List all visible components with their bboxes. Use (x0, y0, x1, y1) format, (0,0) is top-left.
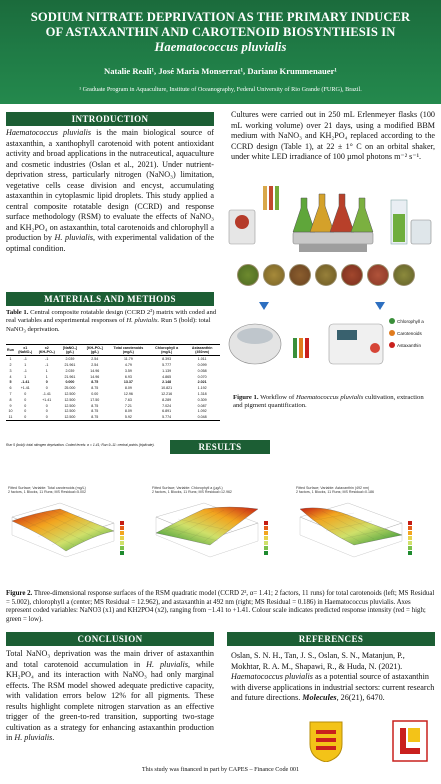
petri-dish-row (237, 264, 427, 300)
figure2-caption-label: Figure 2. (6, 590, 33, 597)
surface-title: Fitted Surface; Variable: Chlorophyll a (µg/L) (152, 486, 223, 490)
table-cell: 6.93 (124, 374, 132, 379)
institute-logo (392, 720, 428, 762)
petri-dish (315, 264, 337, 286)
surface-graphic (292, 495, 434, 581)
table-cell: 17.50 (90, 397, 100, 402)
table1-caption-end: Run 5 (bold): total NaNO₃ deprivation. (6, 317, 211, 333)
table-cell: 12.500 (64, 403, 76, 408)
table-cell: 21.961 (64, 363, 76, 368)
legend-label: Carotenoids (397, 330, 422, 336)
erlenmeyer-flasks (293, 194, 373, 232)
table-cell: 1.192 (197, 386, 207, 391)
table-cell: 13.37 (123, 380, 133, 385)
table-cell: 1 (45, 374, 48, 379)
section-conclusion: CONCLUSION (6, 632, 214, 646)
intro-p1: is the main biological source of astaxanthin, a xanthophyll carotenoid with potent antioxidant activity and broad applications in the nutraceutical, aquaculture and cosmetic industries (Oslan et al., 2021). Under nutrient-deprivation stress, particularly nitrogen (NaNO₃) limitation, vegetative cells cease division and encyst, accumulating astaxanthin in cytoplasmic lipid droplets. This study applied a central composite rotatable design (CCRD) and response surface methodology (RSM) to evaluate the effects of NaNO₃ and KH₂PO₄ on astaxanthin, total carotenoids and chlorophyll a production by (6, 128, 214, 243)
table-cell: 2.54 (91, 357, 99, 362)
table-header-cell: [KH₂PO₄] (g/L) (82, 345, 108, 356)
section-references: REFERENCES (227, 632, 435, 646)
table-cell: 0.048 (184, 414, 220, 420)
table-cell: 1 (45, 368, 48, 373)
table-cell: 12.500 (64, 397, 76, 402)
table-cell: 4.865 (162, 374, 172, 379)
table-cell: -1 (23, 368, 27, 373)
legend-label: Astaxanthin (397, 342, 422, 348)
table-cell: 8.75 (82, 414, 108, 420)
legend-swatch (389, 330, 395, 336)
table-cell: 6 (9, 386, 12, 391)
table-cell: 12.96 (123, 391, 133, 396)
table-cell: 7.21 (124, 403, 132, 408)
ccrd-table (6, 344, 220, 421)
intro-text (6, 128, 214, 255)
petri-dish (237, 264, 259, 286)
figure1-caption-text: Workflow of (258, 394, 296, 401)
reference-volume: , 26(21), 6470. (336, 693, 385, 703)
petri-dish (341, 264, 363, 286)
tube-carotenoids (299, 338, 303, 358)
reference-species: Haematococcus pluvialis (231, 672, 313, 682)
table-cell: 8.289 (162, 397, 172, 402)
workflow-arrow (375, 302, 385, 310)
table-cell: 0.058 (197, 368, 207, 373)
table-cell: 8.75 (91, 403, 99, 408)
intro-species-2: H. pluvialis (54, 233, 93, 243)
test-tube (269, 186, 273, 210)
table-cell: 0.00 (91, 391, 99, 396)
table-cell: 6.891 (162, 409, 172, 414)
reference-authors: Oslan, S. N. H., Tan, J. S., Oslan, S. N., Matanjun, P., Mokhtar, R. A. M., Shapawi, R., & Huda, N. (2021). (231, 651, 405, 671)
intro-species: Haematococcus pluvialis (6, 128, 92, 137)
table-cell: 2.148 (162, 380, 172, 385)
title-line-2: OF ASTAXANTHIN AND CAROTENOID BIOSYNTHESIS IN (45, 25, 396, 39)
conclusion-p2: , while KH₂PO₄ and its interaction with NaNO₃ had only marginal effects. The RSM model showed adequate predictive capacity, with validation errors below 12% for all pigments. These results highlight complete nitrogen starvation as an effective trigger of the green-to-red transition, supporting two-stage cultivation as a strategy for enhancing astaxanthin production in (6, 659, 214, 743)
table-cell: 2 (9, 363, 12, 368)
surface-plot-total-carotenoids (4, 486, 146, 582)
workflow-arrow (259, 302, 269, 310)
table-cell: 5.92 (108, 414, 149, 420)
table-cell: 12.500 (64, 409, 76, 414)
table-cell: 0.099 (197, 363, 207, 368)
table-cell: 10 (8, 409, 13, 414)
reference-title: as a potential source of astaxanthin with diverse applications in industrial sectors: current research and future directions. (231, 672, 435, 703)
table-cell: 2.54 (91, 363, 99, 368)
poster-title (6, 10, 435, 55)
table-cell: 12.216 (161, 391, 173, 396)
conclusion-text (6, 649, 214, 744)
legend-swatch (389, 318, 395, 324)
table-cell: 9 (9, 403, 12, 408)
authors: Natalie Reali¹, José Maria Monserrat¹, Dariano Krummenauer¹ (103, 66, 338, 76)
pigment-legend (389, 318, 424, 348)
orbital-shaker (293, 232, 373, 244)
table-cell: 8.09 (124, 386, 132, 391)
reactor-culture (393, 214, 405, 242)
table-cell: 8.75 (91, 409, 99, 414)
sample-cuvette (370, 343, 380, 353)
figure1-caption-end: cultivation, extraction and pigment quantification. (233, 394, 424, 410)
table-cell: 0 (24, 409, 27, 414)
color-scale-legend (408, 521, 412, 555)
table-cell: 25.000 (64, 386, 76, 391)
table-cell: 12.500 (58, 414, 82, 420)
reference-entry (231, 651, 435, 704)
surface-graphic (4, 495, 146, 581)
flask-left-sample (235, 215, 249, 229)
table-cell: 0 (45, 386, 48, 391)
surface-subtitle: 2 factors, 1 Blocks, 11 Runs; MS Residual=5.002 (8, 490, 86, 495)
funding-note: This study was financed in part by CAPES – Finance Code 001 (141, 766, 300, 773)
petri-dish (289, 264, 311, 286)
table-cell: 7.024 (162, 403, 172, 408)
table-cell: 0 (45, 403, 48, 408)
table-cell: 1.092 (197, 409, 207, 414)
table-cell: -1 (45, 357, 49, 362)
table-cell: 12.500 (64, 391, 76, 396)
legend-label: Chlorophyll a (397, 318, 424, 324)
table-cell: 1 (24, 363, 27, 368)
table-cell: 5.777 (162, 363, 172, 368)
table-cell: 3.59 (124, 368, 132, 373)
methods-text: Cultures were carried out in 250 mL Erlenmeyer flasks (100 mL working volume) over 21 days, using a modified BBM medium with NaNO₃ and KH₂PO₄ replaced according to the CCRD design (Table 1), at 22 ± 1° C on an orbital shaker, under white LED irradiance of 100 µmol photons m⁻² s⁻¹. (231, 110, 435, 162)
table-cell: 8.09 (124, 409, 132, 414)
table-cell: 0 (24, 403, 27, 408)
table-header-cell: Total carotenoids (mg/L) (108, 345, 149, 356)
table1-caption-label: Table 1. (6, 309, 29, 316)
table1-note: Run 5 (bold): total nitrogen deprivation. Coded levels: α = 1.41; Run 9–11: central points (triplicate). (6, 443, 155, 447)
table-cell: -1 (45, 363, 49, 368)
flasks-and-instruments-illustration (225, 180, 437, 258)
table-header-cell: x2 (KH₂PO₄) (35, 345, 58, 356)
table-cell: 14.96 (90, 368, 100, 373)
shaker-base (299, 244, 367, 252)
color-scale-legend (120, 521, 124, 555)
test-tube (263, 186, 267, 210)
table-cell: 5.774 (149, 414, 184, 420)
table1-caption (6, 309, 220, 334)
table-cell: 1.139 (162, 368, 172, 373)
table-cell: 0.309 (197, 397, 207, 402)
table-cell: 8 (9, 397, 12, 402)
section-materials-methods: MATERIALS AND METHODS (6, 292, 214, 306)
surface-subtitle: 2 factors, 1 Blocks, 11 Runs; MS Residual=0.186 (296, 490, 374, 495)
conclusion-p1: Total NaNO₃ deprivation was the main driver of astaxanthin and total carotenoid accumulation in (6, 649, 214, 669)
legend-item (389, 318, 424, 324)
university-logo (308, 720, 344, 762)
workflow-figure (225, 180, 437, 424)
table-cell: 11 (6, 414, 15, 420)
surface-title: Fitted Surface; Variable: Total carotenoids (mg/L) (8, 486, 86, 490)
title-line-1: SODIUM NITRATE DEPRIVATION AS THE PRIMARY INDUCER (30, 10, 411, 24)
table-cell: 0.087 (197, 403, 207, 408)
figure1-caption (233, 394, 435, 411)
table-header-cell: x1 (NaNO₃) (15, 345, 35, 356)
poster-header (0, 0, 441, 104)
tube-chlorophyll (293, 338, 297, 358)
table-cell: 1 (24, 374, 27, 379)
petri-dish (367, 264, 389, 286)
surface-plot-chlorophyll-a (148, 486, 290, 582)
table-cell: 2.021 (197, 380, 207, 385)
figure1-caption-species: Haematococcus pluvialis (295, 394, 364, 401)
table-cell: 0 (24, 391, 27, 396)
table-cell: +1.41 (20, 386, 30, 391)
table-cell: 7 (9, 391, 12, 396)
table-cell: 11.79 (124, 357, 133, 362)
table-cell: 21.961 (64, 374, 76, 379)
centrifuge-lid (237, 328, 273, 344)
figure1-caption-label: Figure 1. (233, 394, 259, 401)
table-cell: 8.75 (91, 380, 99, 385)
surface-plot-astaxanthin (292, 486, 434, 582)
table1-caption-species: H. pluvialis. (126, 317, 160, 325)
table-cell: 0.070 (197, 374, 207, 379)
table-cell: 1.318 (197, 391, 207, 396)
surface-subtitle: 2 factors, 1 Blocks, 11 Runs; MS Residual=12.962 (152, 490, 232, 495)
table-header-cell: Run (6, 345, 15, 356)
table-cell: 0.000 (65, 380, 75, 385)
title-species: Haematococcus pluvialis (154, 40, 287, 54)
surface-graphic (148, 495, 290, 581)
table-cell: 0 (45, 380, 48, 385)
section-introduction: INTRODUCTION (6, 112, 214, 126)
table-cell: +1.41 (42, 397, 52, 402)
table-cell: 7.63 (124, 397, 132, 402)
conclusion-p3: . (52, 733, 55, 743)
figure2-caption (6, 590, 436, 624)
tube-astaxanthin (305, 338, 309, 358)
section-results: RESULTS (170, 440, 270, 454)
reference-journal: Molecules (302, 693, 337, 703)
table-cell: 14.96 (90, 374, 100, 379)
air-pump (411, 220, 431, 244)
table-cell: -1.41 (21, 380, 30, 385)
table-cell: 4.79 (124, 363, 132, 368)
table-cell: 4 (9, 374, 12, 379)
table-cell: 0 (24, 397, 27, 402)
table-row (6, 414, 220, 420)
table-cell: -1 (23, 357, 27, 362)
table-cell: 8.393 (162, 357, 172, 362)
table-cell: 10.821 (161, 386, 173, 391)
table-cell: 2.039 (65, 368, 75, 373)
legend-item (389, 330, 424, 336)
table-cell: 0 (35, 414, 58, 420)
table-cell: 0 (15, 414, 35, 420)
affiliation: ¹ Graduate Program in Aquaculture, Institute of Oceanography, Federal University of Rio Grande (FURG), Brazil. (79, 86, 362, 93)
petri-dish (393, 264, 415, 286)
petri-dish (263, 264, 285, 286)
table-header-cell: Chlorophyll a (mg/L) (149, 345, 184, 356)
table-cell: 5 (9, 380, 12, 385)
table-header-row (6, 345, 220, 356)
table-body (6, 356, 220, 421)
test-tube (275, 186, 279, 210)
table-cell: 1 (9, 357, 12, 362)
table-cell: 8.75 (91, 386, 99, 391)
table-cell: 1.011 (197, 357, 207, 362)
legend-item (389, 342, 424, 348)
table-cell: 2.039 (65, 357, 75, 362)
table-header-cell: Astaxanthin (492nm) (184, 345, 220, 356)
figure2-caption-text: Three-dimensional response surfaces of the RSM quadratic model (CCRD 2², α= 1.41; 2 factors, 11 runs) for total carotenoids (left; MS Residual = 5.002), chlorophyll a (center; MS Residual = 12.962), and astaxanthin at 492 nm (right; MS Residual = 0.186) in Haematococcus pluvialis. Axes represent coded variables: NaNO3 (x1) and KH2PO4 (x2), ranging from −1.41 to +1.41. Colour scale indicates predicted response intensity (red = high; green = low). (6, 590, 435, 623)
table-cell: 0 (45, 409, 48, 414)
conclusion-species: H. pluvialis (146, 659, 188, 669)
table-header-cell: [NaNO₃] (g/L) (58, 345, 82, 356)
conclusion-species-2: H. pluvialis (14, 733, 53, 743)
legend-swatch (389, 342, 395, 348)
table-cell: -1.41 (42, 391, 51, 396)
color-scale-legend (264, 521, 268, 555)
intro-p2: , with experimental validation of the optimal condition. (6, 233, 215, 254)
spectrophotometer-screen (337, 330, 357, 340)
table-cell: 3 (9, 368, 12, 373)
surface-title: Fitted Surface; Variable: Astaxanthin (492 nm) (296, 486, 370, 490)
table1-caption-text: Central composite rotatable design (CCRD 2²) matrix with coded and real variables and experimental responses of (6, 309, 217, 325)
